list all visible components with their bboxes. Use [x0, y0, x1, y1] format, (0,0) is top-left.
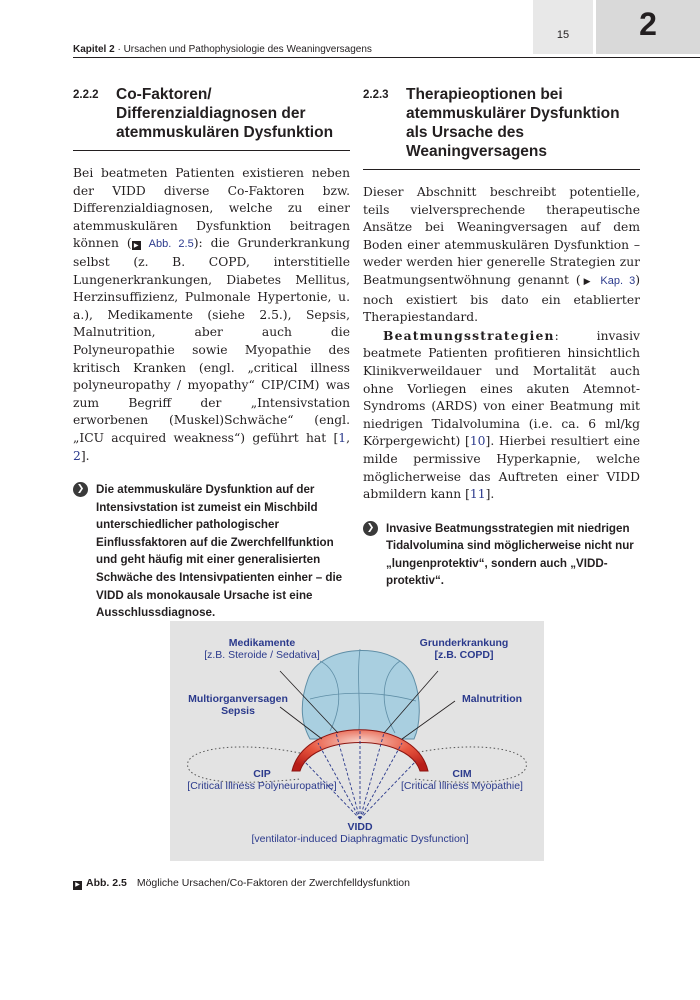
paragraph-text: ]. [485, 487, 495, 502]
figure-caption [73, 877, 410, 890]
section-title: Therapieoptionen bei atemmuskulärer Dysfunktion als Ursache des Weaningversagens [406, 86, 620, 160]
key-note [363, 520, 640, 590]
paragraph-text: : invasiv beatmete Patienten profitieren hinsichtlich Klinikverweildauer und Mortalität auch ohne Vorliegen eines akuten Atemnot-Syndroms (ARDS) von einer Beatmung mit niedrigen Tidalvolumina (i.e. ca. 6 ml/kg Körpergewicht) [ [363, 328, 640, 449]
body-paragraph [73, 165, 350, 465]
figure-ref-link[interactable]: Abb. 2.5 [148, 238, 194, 251]
label-cip [187, 768, 336, 792]
label-main: Malnutrition [461, 693, 523, 705]
label-malnutrition [462, 693, 522, 705]
paragraph-text: Bei beatmeten Patienten existieren neben der VIDD diverse Co-Faktoren bzw. Differenzialdiagnosen, welche zu einer atemmuskulären Dysfunktion beitragen können ( [73, 166, 350, 251]
label-sub: [z.B. Steroide / Sedativa] [204, 649, 320, 661]
label-sub: [Critical Illness Polyneuropathie] [187, 780, 337, 792]
label-sub: [Critical Illness Myopathie] [401, 780, 523, 792]
lung-shape [302, 650, 419, 739]
citation-separator: , [346, 430, 350, 445]
label-main: CIP [253, 768, 271, 780]
left-column [73, 85, 350, 622]
header-rule [73, 57, 700, 58]
arrow-right-icon: ▶ [580, 276, 594, 287]
chapter-title: Ursachen und Pathophysiologie des Weaningversagens [123, 44, 372, 55]
paragraph-text: ): die Grunderkrankung selbst (z. B. COPD, interstitielle Lungenerkrankungen, Diabetes Mellitus, Herzinsuffizienz, Pulmonale Hypertonie, u. a.), Medikamente (siehe 2.5.), Sepsis, Malnutrition, aber auch die Polyneuropathie sowie Myopathie des kritisch Kranken (engl. „critical illness polyneuropathy / myopathy“ CIP/CIM) was zum Begriff der „Intensivstation erworbenen (Muskel)Schwäche“ (engl. „ICU acquired weakness“) geführt hat [ [73, 236, 350, 445]
paragraph-lead: Beatmungsstrategien [383, 327, 555, 343]
figure-diagram [170, 621, 544, 861]
section-number: 2.2.2 [73, 89, 99, 101]
chapter-ref-link[interactable]: Kap. 3 [600, 274, 636, 287]
paragraph-text: ]. Hierbei resultiert eine milde permissive Hyperkapnie, welche möglicherweise das Auftreten einer VIDD abmildern kann [ [363, 434, 641, 502]
page-number-box [533, 0, 593, 54]
label-sub: [z.B. COPD] [434, 649, 494, 661]
label-cim [401, 768, 523, 792]
label-grunderkrankung [420, 637, 509, 661]
figure-ref-icon: ▶ [132, 241, 141, 250]
label-main: Medikamente [228, 637, 296, 649]
label-main: Sepsis [221, 705, 255, 717]
chevron-right-icon: ❯ [73, 482, 88, 497]
label-main: VIDD [347, 821, 373, 833]
paragraph-text: ) noch existiert bis dato ein etablierter Therapiestandard. [363, 272, 640, 325]
chapter-separator: · [114, 44, 124, 55]
section-heading [363, 85, 640, 170]
key-note [73, 481, 350, 622]
chapter-number: 2 [639, 6, 657, 42]
citation-link[interactable]: 11 [469, 487, 486, 502]
note-text: Invasive Beatmungsstrategien mit niedrigen Tidalvolumina sind möglicherweise nicht nur „lungenprotektiv“, sondern auch „VIDD-protektiv“. [386, 521, 634, 588]
section-heading [73, 85, 350, 151]
chapter-number-box [596, 0, 700, 54]
label-sub: [ventilator-induced Diaphragmatic Dysfunction] [251, 833, 469, 845]
caption-text: Mögliche Ursachen/Co-Faktoren der Zwerchfelldysfunktion [136, 877, 410, 889]
paragraph-text: ]. [80, 448, 90, 463]
body-paragraph [363, 184, 640, 327]
running-head [73, 44, 372, 55]
label-vidd [251, 821, 468, 845]
citation-link[interactable]: 10 [469, 434, 486, 449]
page-number: 15 [556, 29, 570, 41]
label-main: CIM [452, 768, 472, 780]
label-main: Multiorganversagen [188, 693, 288, 705]
section-number: 2.2.3 [363, 89, 389, 101]
label-main: Grunderkrankung [419, 637, 509, 649]
citation-link[interactable]: 2 [73, 448, 81, 463]
figure-ref-icon: ▶ [73, 881, 82, 890]
citation-link[interactable]: 1 [338, 430, 347, 445]
chapter-label: Kapitel 2 [73, 44, 115, 55]
label-multiorgan [188, 693, 288, 717]
right-column [363, 85, 640, 590]
caption-label: Abb. 2.5 [86, 877, 127, 889]
note-text: Die atemmuskuläre Dysfunktion auf der Intensivstation ist zumeist ein Mischbild unterschiedlicher pathologischer Einflussfaktoren auf die Zwerchfellfunktion und geht häufig mit einer generalisierten Schwäche des Intensivpatienten einher – die VIDD als monokausale Ursache ist eine Ausschlussdiagnose. [96, 483, 343, 620]
chevron-right-icon: ❯ [363, 521, 378, 536]
section-title: Co-Faktoren/ Differenzialdiagnosen der atemmuskulären Dysfunktion [116, 86, 334, 141]
paragraph-text: Dieser Abschnitt beschreibt potentielle, teils vielversprechende therapeutische Ansätze bei Weaningversagen auf dem Boden einer atemmuskulären Dysfunktion – weder werden hier generelle Strategien zur Beatmungsentwöhnung genannt ( [363, 185, 640, 287]
label-medikamente [204, 637, 320, 661]
body-paragraph [363, 327, 640, 504]
